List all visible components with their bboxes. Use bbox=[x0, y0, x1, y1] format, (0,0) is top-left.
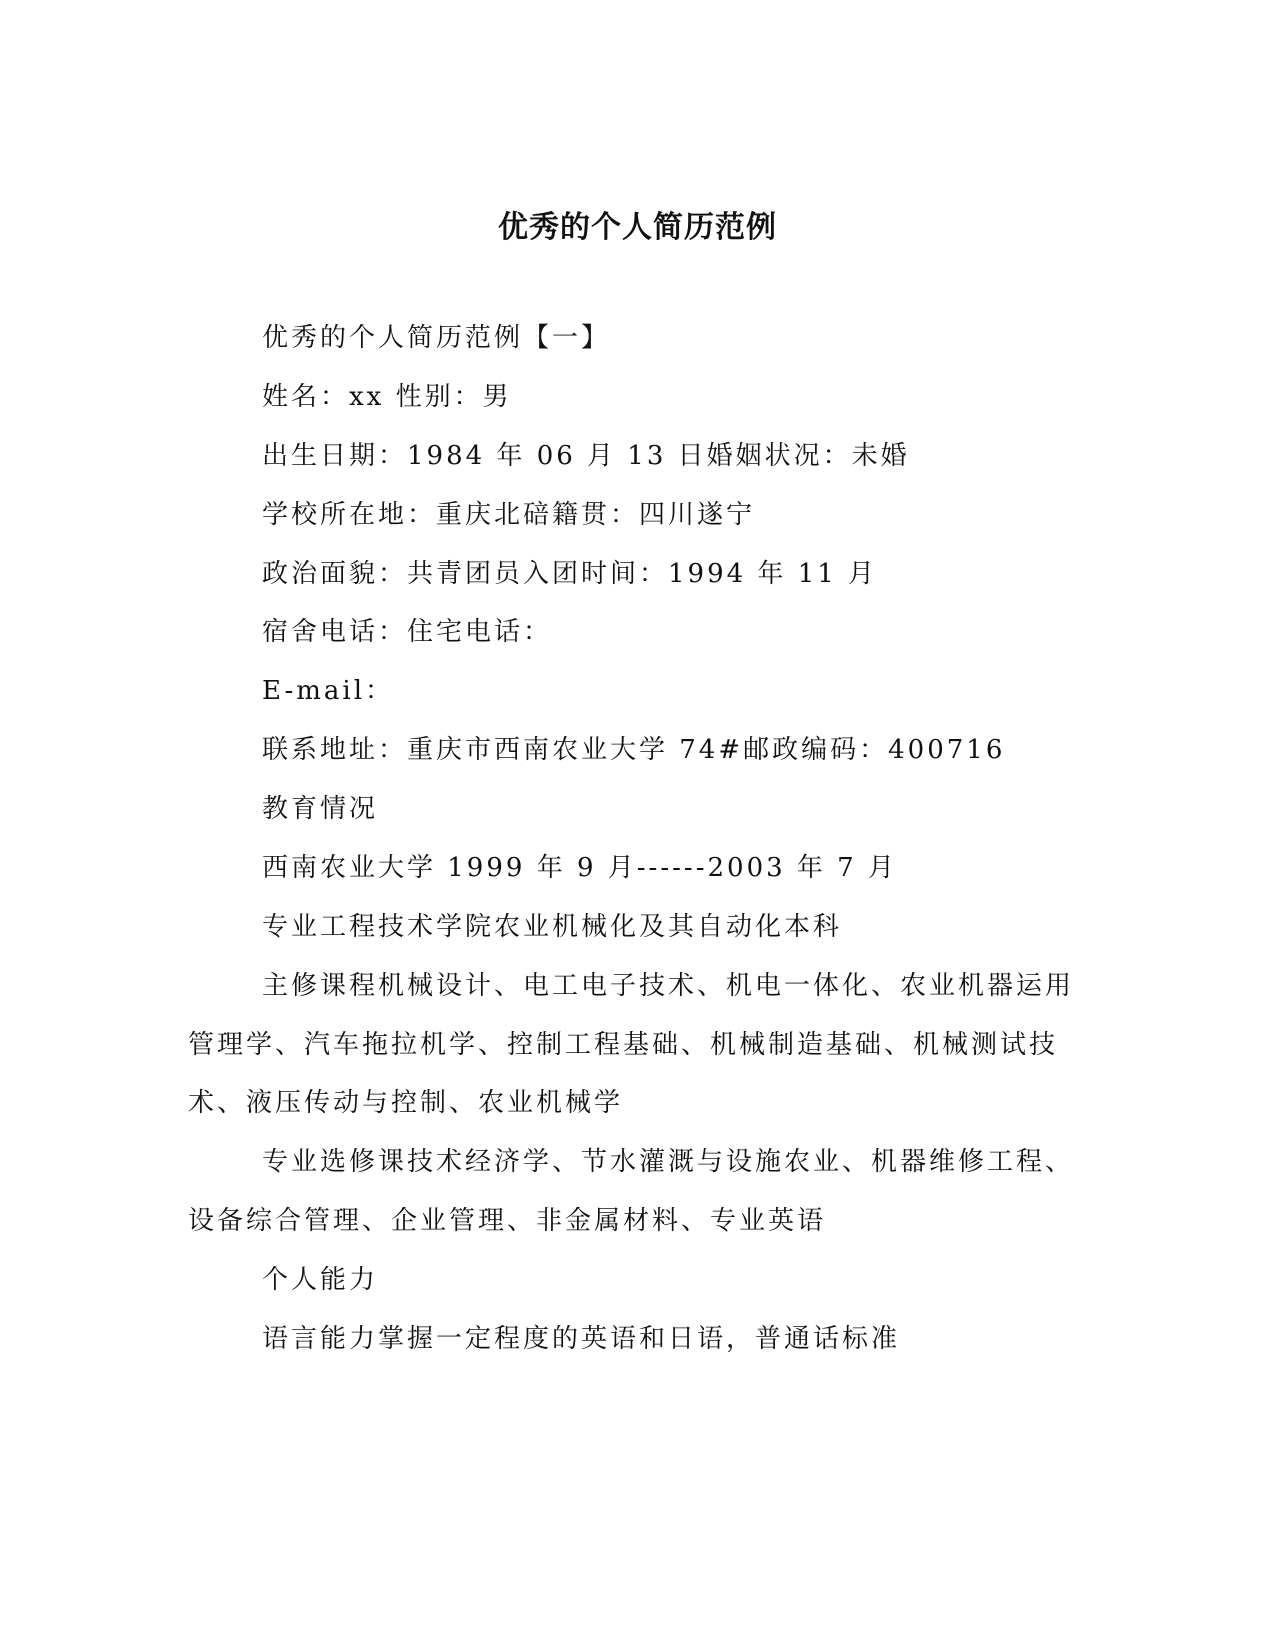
text-line: 专业工程技术学院农业机械化及其自动化本科 bbox=[262, 912, 843, 942]
text-line: 学校所在地：重庆北碚籍贯：四川遂宁 bbox=[262, 500, 756, 530]
text-line: 主修课程机械设计、电工电子技术、机电一体化、农业机器运用 bbox=[262, 971, 1075, 1001]
document-title: 优秀的个人简历范例 bbox=[498, 210, 777, 245]
section-heading: 个人能力 bbox=[262, 1265, 379, 1295]
text-line: 出生日期：1984 年 06 月 13 日婚姻状况：未婚 bbox=[262, 441, 910, 471]
section-heading: 优秀的个人简历范例【一】 bbox=[262, 323, 611, 353]
text-line: 宿舍电话：住宅电话： bbox=[262, 617, 553, 647]
section-heading: 教育情况 bbox=[262, 794, 379, 824]
text-line: 联系地址：重庆市西南农业大学 74#邮政编码：400716 bbox=[262, 735, 1006, 765]
text-line: 语言能力掌握一定程度的英语和日语，普通话标准 bbox=[262, 1324, 901, 1354]
text-line: 设备综合管理、企业管理、非金属材料、专业英语 bbox=[188, 1206, 827, 1236]
text-line: 术、液压传动与控制、农业机械学 bbox=[188, 1088, 624, 1118]
text-line: 政治面貌：共青团员入团时间：1994 年 11 月 bbox=[262, 559, 878, 589]
text-line: E-mail： bbox=[262, 676, 395, 706]
text-line: 管理学、汽车拖拉机学、控制工程基础、机械制造基础、机械测试技 bbox=[188, 1030, 1059, 1060]
text-line: 西南农业大学 1999 年 9 月------2003 年 7 月 bbox=[262, 853, 897, 883]
text-line: 姓名：xx 性别：男 bbox=[262, 382, 512, 412]
text-line: 专业选修课技术经济学、节水灌溉与设施农业、机器维修工程、 bbox=[262, 1147, 1075, 1177]
